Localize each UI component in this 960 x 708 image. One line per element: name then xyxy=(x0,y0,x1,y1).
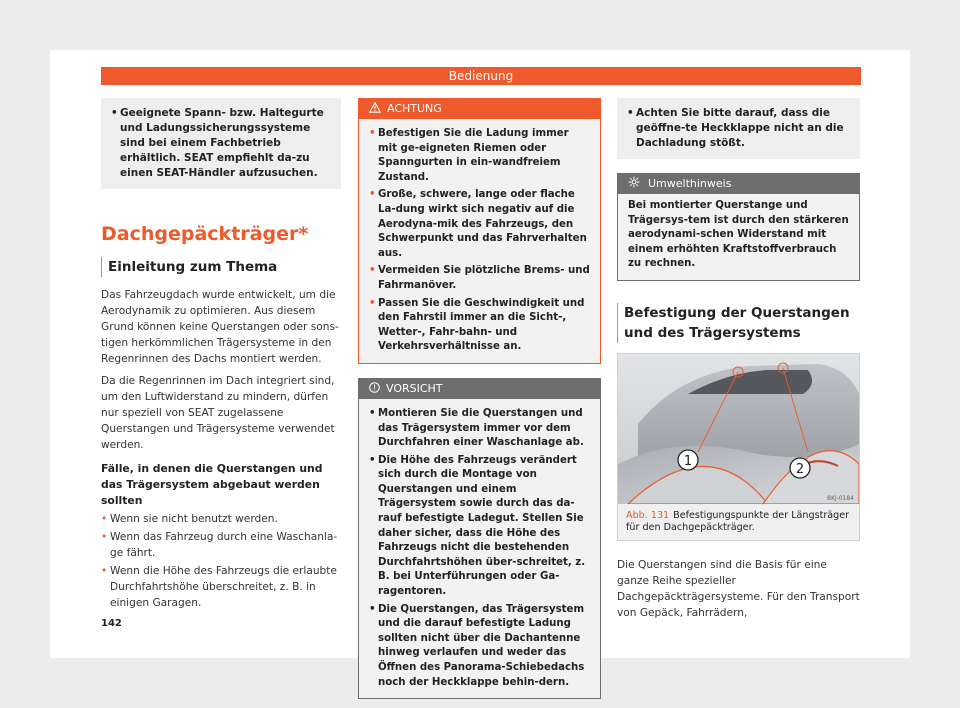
page-title: Dachgepäckträger* xyxy=(101,223,309,245)
list-item: • Die Querstangen, das Trägersystem und die darauf befestigte Ladung sollten nicht über die Dachantenne hinweg verlaufen und weder das Öffnen des Panorama-Schiebedachs noch der Heckklappe behin-dern. xyxy=(369,603,590,691)
column-2 xyxy=(358,98,601,699)
marker-1: 1 xyxy=(683,453,693,469)
section-heading: Befestigung der Querstangen und des Trägersystems xyxy=(617,303,860,343)
environment-box xyxy=(617,173,860,281)
figure xyxy=(617,353,860,541)
tip-box xyxy=(617,98,860,159)
list-item: • Montieren Sie die Querstangen und das Trägersystem immer vor dem Durchfahren einer Waschanlage ab. xyxy=(369,407,590,451)
list-item: • Befestigen Sie die Ladung immer mit ge-eigneten Riemen oder Spanngurten in ein-wandfreiem Zustand. xyxy=(369,127,590,185)
list-item: • Große, schwere, lange oder flache La-dung wirkt sich negativ auf die Aerodyna-mik des Fahrzeugs, den Schwerpunkt und das Fahrverhalten aus. xyxy=(369,188,590,261)
paragraph-1: Die Querstangen sind die Basis für eine ganze Reihe spezieller Dachgepäckträgersysteme. Für den Transport von Gepäck, Fahrrädern, xyxy=(617,558,860,619)
section-subtitle: Einleitung zum Thema xyxy=(101,257,341,277)
paragraph-1: Das Fahrzeugdach wurde entwickelt, um die Aerodynamik zu optimieren. Aus diesem Grund können keine Querstangen oder sons-tigen herkömmlichen Trägersysteme in den Regenrinnen des Dachs montiert werden. xyxy=(101,288,339,365)
environment-body: Bei montierter Querstange und Trägersys-tem ist durch den stärkeren aerodynami-schen Widerstand mit einem erhöhten Kraftstoffverbrauch zu rechnen. xyxy=(628,200,849,270)
warning-triangle-icon xyxy=(369,99,381,119)
figure-number: Abb. 131 xyxy=(626,509,670,521)
page-number: 142 xyxy=(101,618,122,629)
caution-label: VORSICHT xyxy=(386,381,443,395)
tip-text: • Geeignete Spann- bzw. Haltegurte und Ladungssicherungssysteme sind bei einem Fachbetrieb erhältlich. SEAT empfiehlt da-zu einen SEAT-Händler aufzusuchen. xyxy=(111,106,331,181)
column-3 xyxy=(617,98,860,621)
tip-text: • Achten Sie bitte darauf, dass die geöffne-te Heckklappe nicht an die Dachladung stößt. xyxy=(627,106,850,151)
paragraph-2: Da die Regenrinnen im Dach integriert sind, um den Luftwiderstand zu mindern, dürfen nur speziell von SEAT zugelassene Querstangen und Trägersysteme verwendet werden. xyxy=(101,374,335,451)
list-item: • Wenn sie nicht benutzt werden. xyxy=(101,511,341,527)
column-1 xyxy=(101,98,341,611)
environment-label: Umwelthinweis xyxy=(648,177,732,190)
warning-body xyxy=(359,119,600,363)
caution-header xyxy=(359,379,600,399)
warning-label: ACHTUNG xyxy=(387,102,442,115)
warning-header xyxy=(359,99,600,119)
list-item: • Wenn das Fahrzeug durch eine Waschanla-ge fährt. xyxy=(101,529,341,561)
figure-caption-text: Befestigungspunkte der Längsträger für den Dachgepäckträger. xyxy=(626,509,850,533)
list-item: • Wenn die Höhe des Fahrzeugs die erlaubte Durchfahrtshöhe überschreitet, z. B. in einigen Garagen. xyxy=(101,563,341,611)
warning-box xyxy=(358,98,601,364)
list-item: • Die Höhe des Fahrzeugs verändert sich durch die Montage von Querstangen und einem Trägersystem sowie durch das da-rauf befestigte Ladegut. Stellen Sie daher sicher, dass die Höhe des Fahrzeugs nicht die bestehenden Durchfahrtshöhen über-schreitet, z. B. bei Unterführungen oder Ga-ragentoren. xyxy=(369,454,590,600)
car-roof-image xyxy=(618,354,859,504)
tip-box xyxy=(101,98,341,189)
figure-code: BKJ-0184 xyxy=(826,494,854,502)
cases-heading: Fälle, in denen die Querstangen und das Trägersystem abgebaut werden sollten xyxy=(101,461,323,507)
environment-header xyxy=(618,174,859,194)
caution-body xyxy=(359,399,600,698)
figure-caption xyxy=(618,504,859,540)
leaf-icon xyxy=(628,174,640,194)
info-circle-icon xyxy=(369,379,380,399)
list-item: • Vermeiden Sie plötzliche Brems- und Fahrmanöver. xyxy=(369,264,590,293)
caution-box xyxy=(358,378,601,699)
section-header: Bedienung xyxy=(101,67,861,85)
list-item: • Passen Sie die Geschwindigkeit und den Fahrstil immer an die Sicht-, Wetter-, Fahr-bahn- und Verkehrsverhältnisse an. xyxy=(369,297,590,355)
marker-2: 2 xyxy=(795,461,805,477)
